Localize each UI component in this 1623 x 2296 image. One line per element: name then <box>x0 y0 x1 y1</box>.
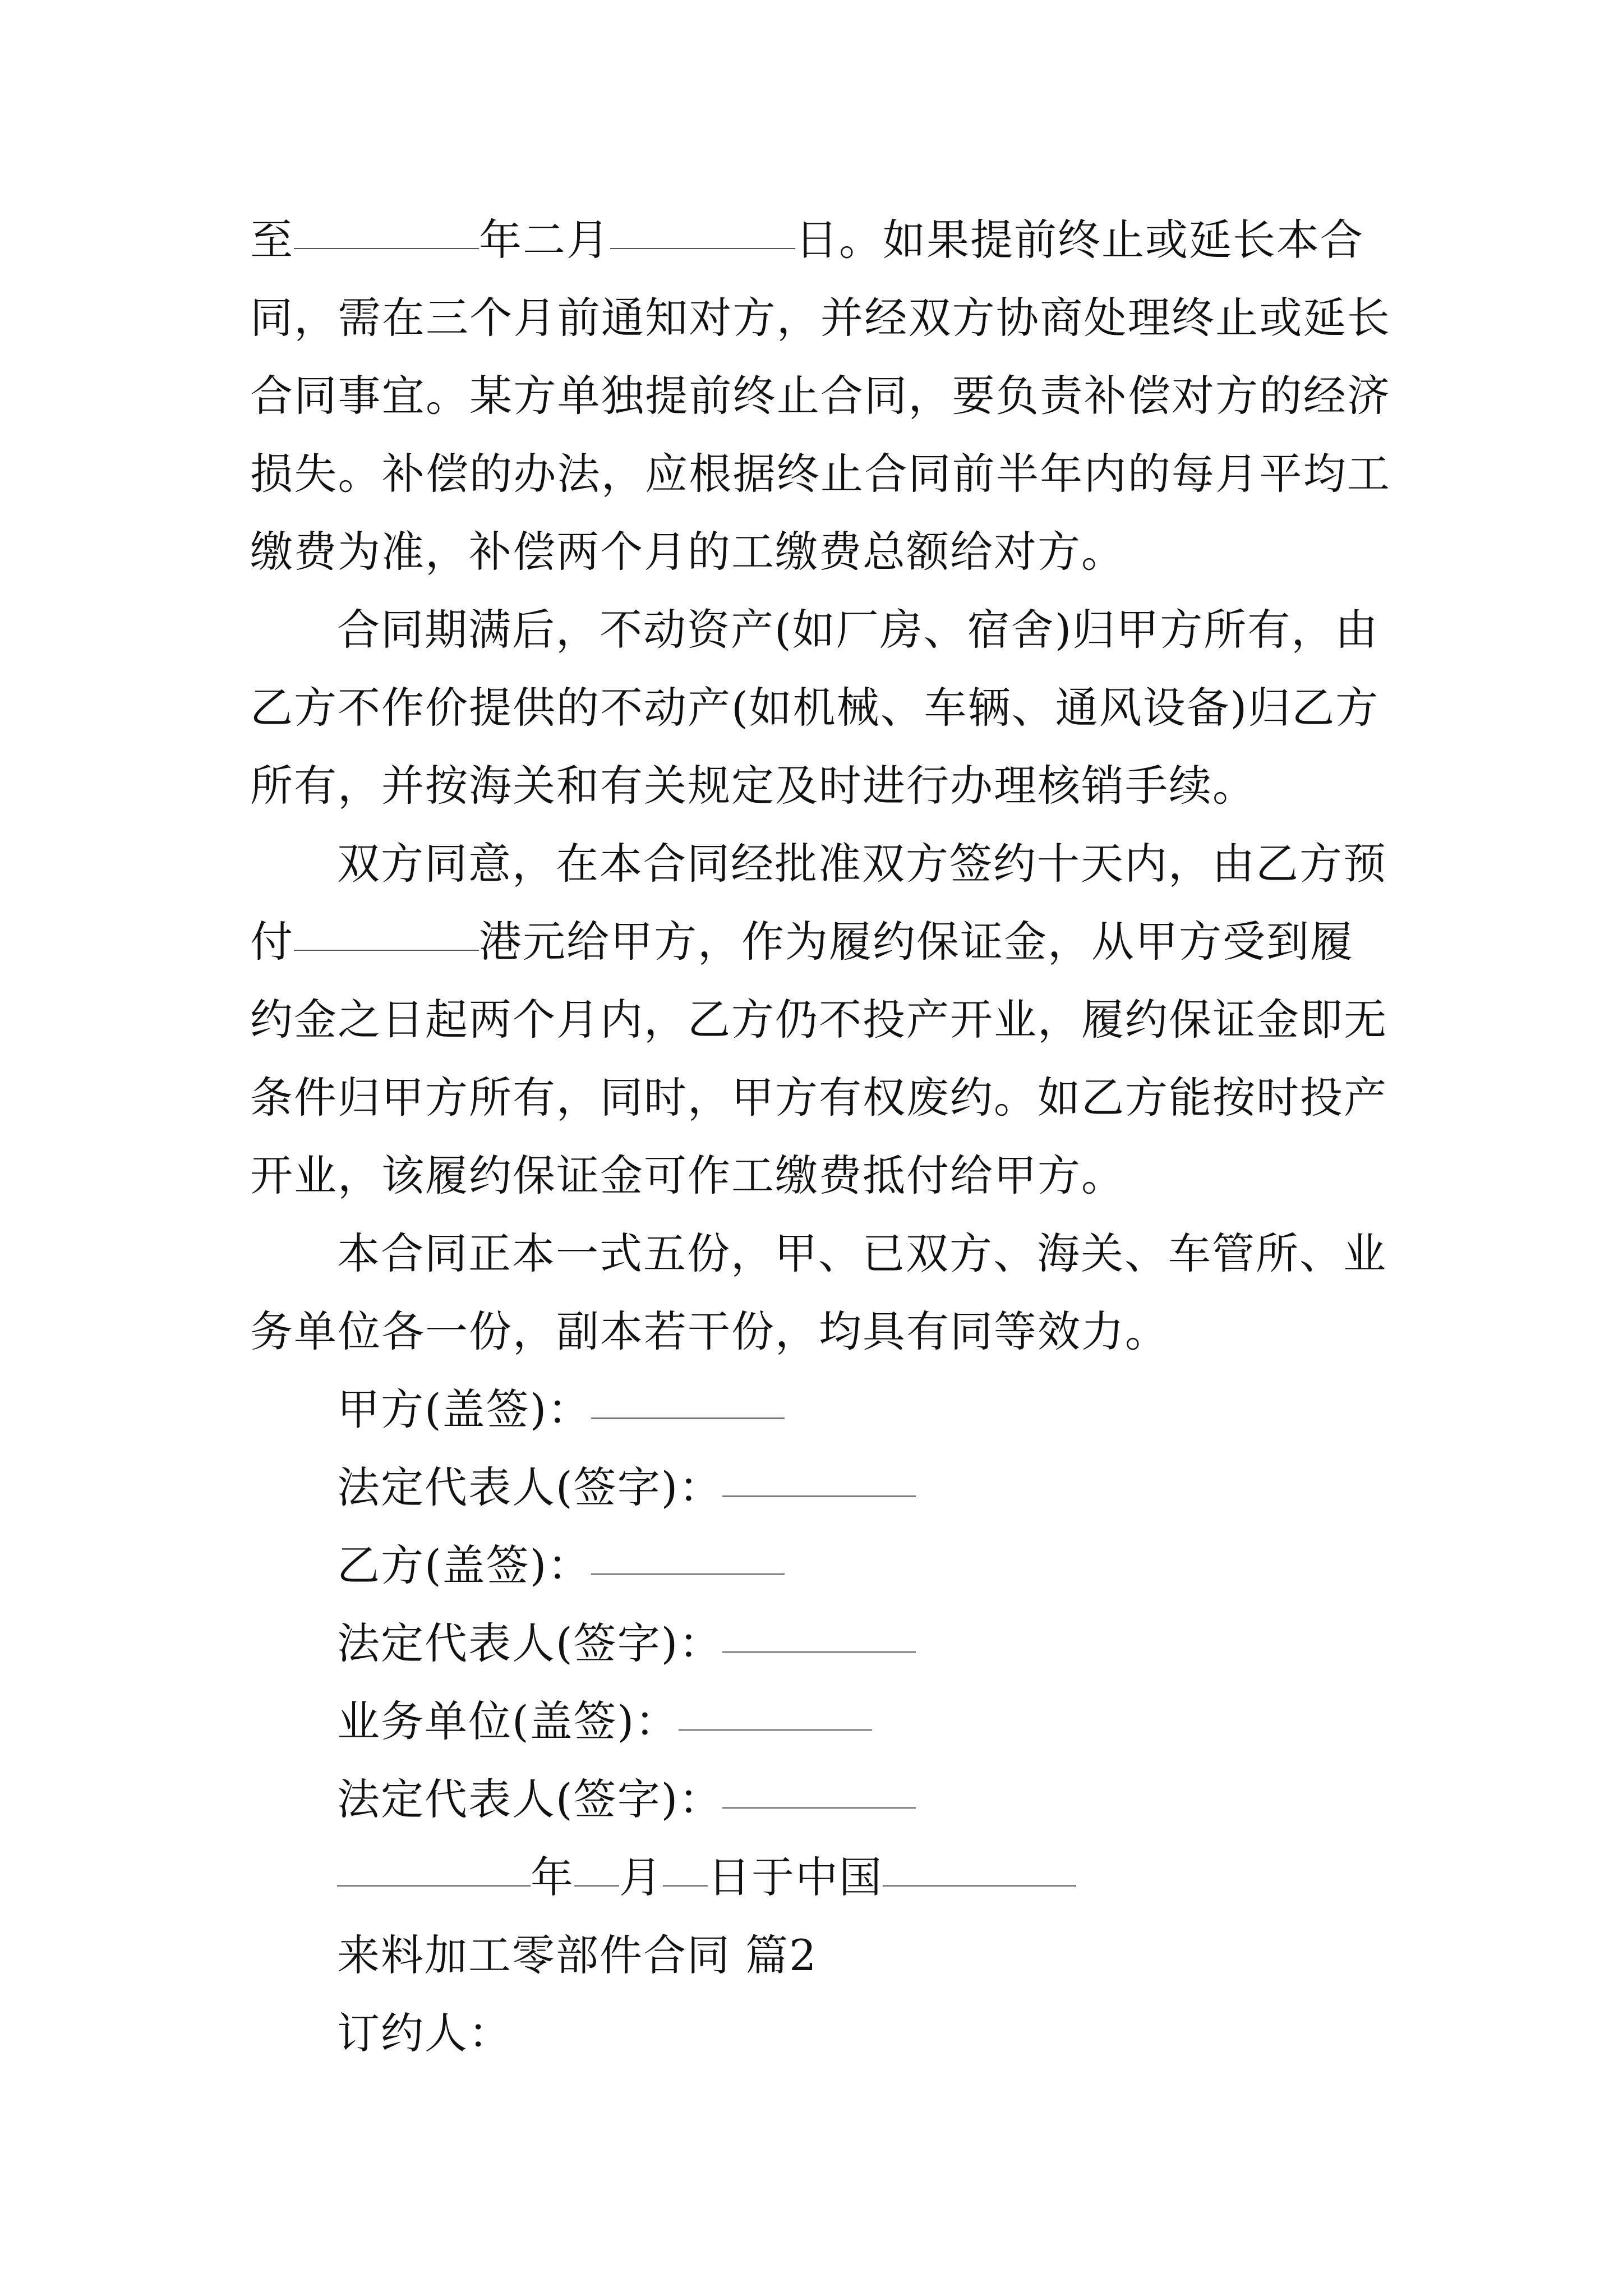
paragraph-line <box>250 981 1391 1059</box>
text-segment: 付 <box>250 917 294 967</box>
paragraph-line <box>250 201 1391 279</box>
blank-field <box>610 201 795 249</box>
text-segment: 乙方不作价提供的不动产(如机械、车辆、通风设备)归乙方 <box>250 683 1380 733</box>
signature-line <box>250 1370 1391 1448</box>
text-segment: 缴费为准，补偿两个月的工缴费总额给对方。 <box>250 527 1125 577</box>
paragraph-line <box>250 513 1391 591</box>
signature-blank <box>722 1448 916 1497</box>
blank-field <box>294 903 479 951</box>
paragraph-line <box>250 747 1391 825</box>
signature-blank <box>591 1526 785 1575</box>
year-label: 年 <box>531 1852 574 1902</box>
paragraph-line <box>250 591 1391 669</box>
text-segment: 至 <box>250 215 294 265</box>
section-title <box>250 1916 1391 1994</box>
text-segment: 年二月 <box>479 215 610 265</box>
document-body <box>250 201 1391 2072</box>
text-segment: 同 ， 需 在 三 个 月 前 通 知 对 方 ， 并 经 双 方 协 商 处 理 终 止 或 延 长 <box>250 293 1391 343</box>
paragraph-line <box>250 669 1391 747</box>
year-blank <box>337 1838 531 1887</box>
signature-line <box>250 1682 1391 1760</box>
text-segment: 开业，该履约保证金可作工缴费抵付给甲方。 <box>250 1151 1125 1200</box>
text-segment: 合同期满后，不动资产(如厂房、宿舍)归甲方所有，由 <box>337 605 1379 655</box>
signature-blank <box>722 1604 916 1653</box>
text-segment: 损 失 。 补 偿 的 办 法 ， 应 根 据 终 止 合 同 前 半 年 内 的 每 月 平 均 工 <box>250 449 1391 499</box>
signature-blank <box>591 1370 785 1419</box>
text-segment: 港元给甲方，作为履约保证金，从甲方受到履 <box>479 917 1354 967</box>
blank-field <box>294 201 479 249</box>
signature-line <box>250 1448 1391 1526</box>
date-line <box>250 1838 1391 1916</box>
month-blank <box>574 1838 619 1887</box>
paragraph-line <box>250 1059 1391 1137</box>
signature-line <box>250 1604 1391 1682</box>
party-label: 订约人： <box>337 2008 512 2058</box>
signature-label: 法定代表人(签字)： <box>337 1774 723 1824</box>
text-segment: 所有，并按海关和有关规定及时进行办理核销手续。 <box>250 761 1256 811</box>
text-segment: 合 同 事 宜 。 某 方 单 独 提 前 终 止 合 同 ， 要 负 责 补 偿 对 方 的 经 济 <box>250 371 1391 421</box>
text-segment: 务单位各一份，副本若干份，均具有同等效力。 <box>250 1306 1169 1356</box>
text-segment: 本合同正本一式五份，甲、已双方、海关、车管所、业 <box>337 1228 1387 1278</box>
paragraph-line <box>250 903 1391 981</box>
month-label: 月 <box>619 1852 663 1902</box>
signature-line <box>250 1526 1391 1604</box>
signature-label: 甲方(盖签)： <box>337 1384 592 1434</box>
paragraph-line <box>250 1214 1391 1292</box>
signature-line <box>250 1760 1391 1838</box>
signature-blank <box>722 1760 916 1809</box>
text-segment: 双方同意，在本合同经批准双方签约十天内，由乙方预 <box>337 839 1387 889</box>
section-title-text: 来料加工零部件合同 篇2 <box>337 1930 818 1980</box>
paragraph-line <box>250 1137 1391 1214</box>
paragraph-line <box>250 1292 1391 1370</box>
paragraph-line <box>250 279 1391 357</box>
day-place-label: 日于中国 <box>708 1852 883 1902</box>
text-segment: 日。如果提前终止或延长本合 <box>795 215 1364 265</box>
day-blank <box>663 1838 708 1887</box>
text-segment: 条件归甲方所有，同时，甲方有权废约。如乙方能按时投产 <box>250 1073 1387 1122</box>
signature-blank <box>679 1682 872 1731</box>
paragraph-line <box>250 825 1391 903</box>
paragraph-line <box>250 435 1391 513</box>
party-line <box>250 1994 1391 2072</box>
text-segment: 约金之日起两个月内，乙方仍不投产开业，履约保证金即无 <box>250 995 1387 1045</box>
paragraph-line <box>250 357 1391 435</box>
place-blank <box>883 1838 1076 1887</box>
signature-label: 法定代表人(签字)： <box>337 1462 723 1512</box>
signature-label: 法定代表人(签字)： <box>337 1618 723 1668</box>
signature-label: 业务单位(盖签)： <box>337 1696 679 1746</box>
signature-label: 乙方(盖签)： <box>337 1540 592 1590</box>
